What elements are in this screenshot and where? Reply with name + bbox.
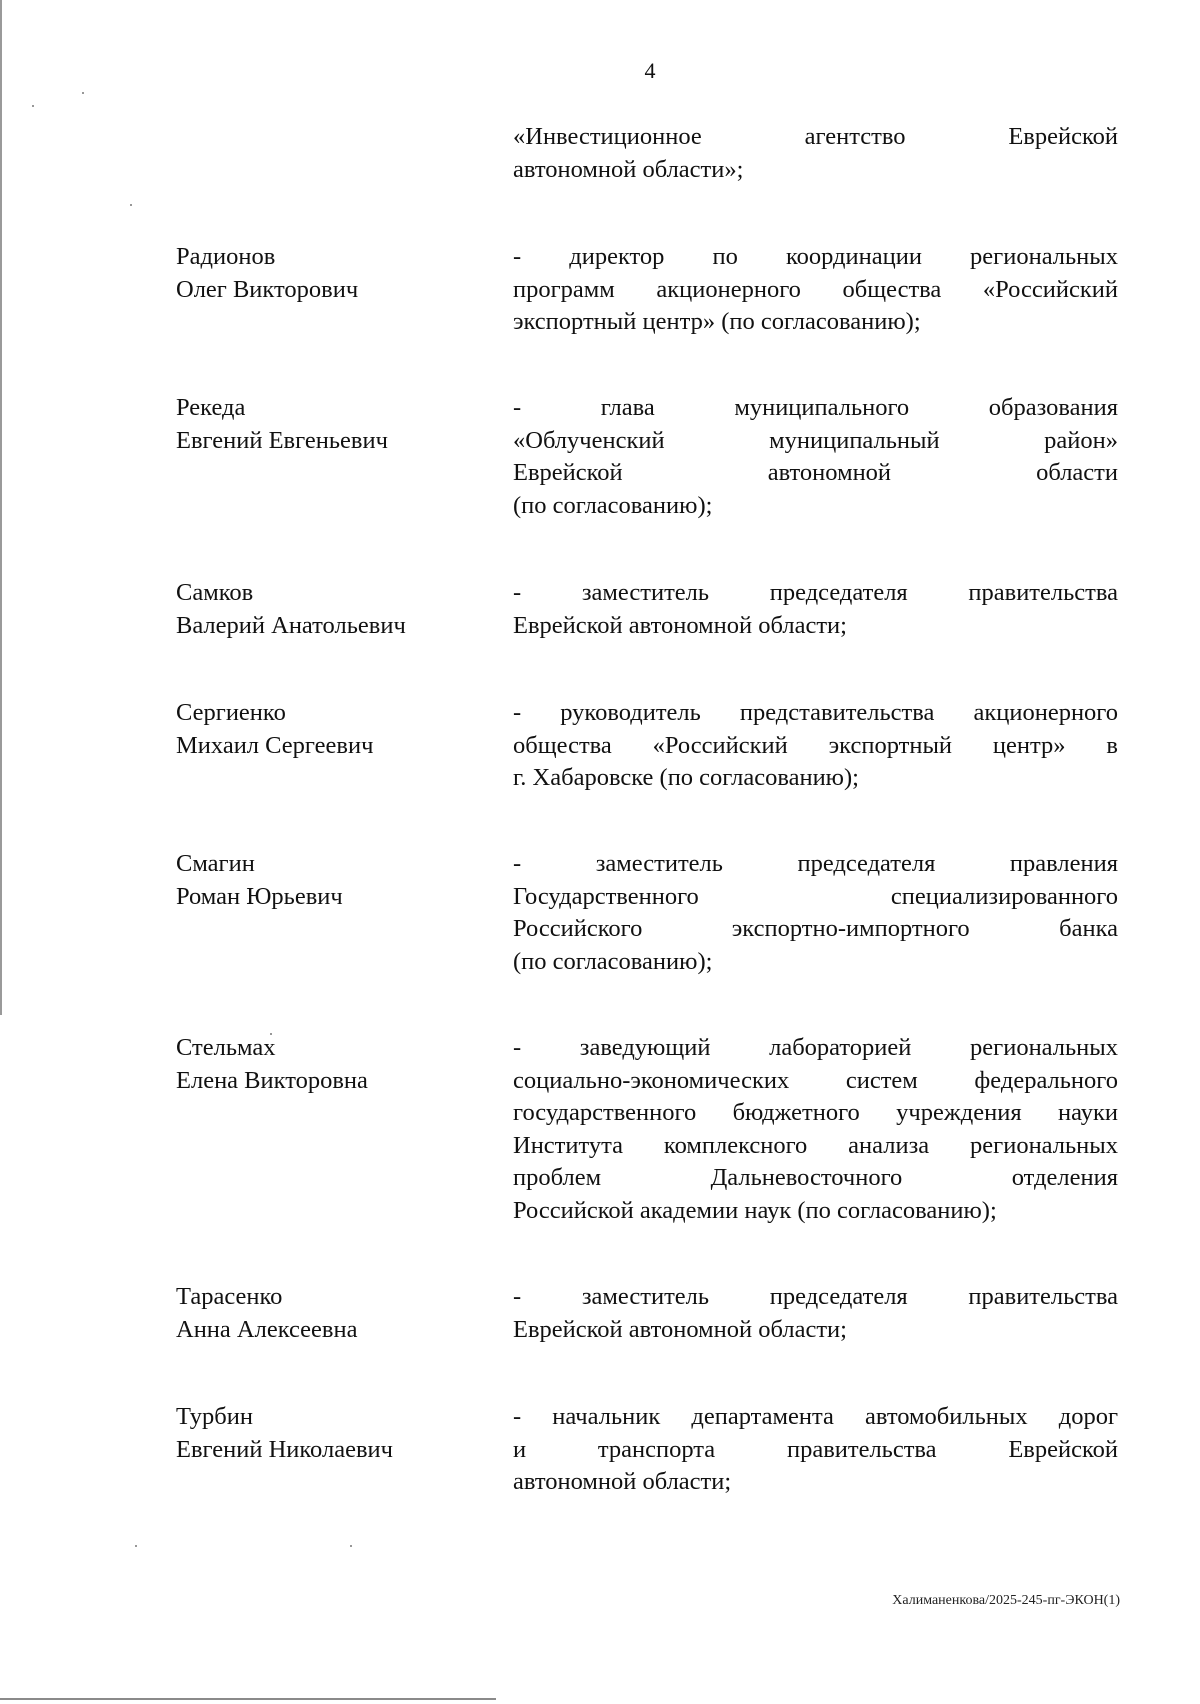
role-line: (по согласованию); bbox=[513, 491, 713, 519]
role-line: - заведующий лабораторией региональных bbox=[513, 1034, 1118, 1061]
member-given-names: Роман Юрьевич bbox=[176, 882, 343, 910]
role-line: Российского экспортно-импортного банка bbox=[513, 915, 1118, 942]
role-line: Института комплексного анализа региональных bbox=[513, 1131, 1118, 1159]
member-given-names: Валерий Анатольевич bbox=[176, 611, 406, 639]
role-line: «Инвестиционное агентство Еврейской bbox=[513, 123, 1118, 150]
scan-speck bbox=[350, 1545, 352, 1547]
scan-page-edge-bottom bbox=[0, 1698, 496, 1700]
role-line: (по согласованию); bbox=[513, 947, 713, 975]
role-line: государственного бюджетного учреждения науки bbox=[513, 1099, 1118, 1126]
role-line: Еврейской автономной области bbox=[513, 459, 1118, 486]
member-given-names: Анна Алексеевна bbox=[176, 1315, 358, 1343]
role-line: и транспорта правительства Еврейской bbox=[513, 1435, 1118, 1463]
member-surname: Радионов bbox=[176, 243, 276, 270]
scan-page-edge-left bbox=[0, 0, 2, 1015]
member-name bbox=[176, 848, 476, 913]
role-line: социально-экономических систем федерального bbox=[513, 1066, 1118, 1094]
member-name bbox=[176, 1281, 476, 1346]
role-line: г. Хабаровске (по согласованию); bbox=[513, 764, 859, 791]
member-role bbox=[513, 1032, 1118, 1227]
member-surname: Смагин bbox=[176, 850, 255, 877]
role-line: автономной области»; bbox=[513, 155, 744, 183]
role-line: Еврейской автономной области; bbox=[513, 611, 847, 639]
member-role bbox=[513, 848, 1118, 978]
member-given-names: Евгений Евгеньевич bbox=[176, 426, 388, 454]
role-line: - заместитель председателя правительства bbox=[513, 1283, 1118, 1310]
role-line: Российской академии наук (по согласованию); bbox=[513, 1196, 997, 1224]
member-role bbox=[513, 697, 1118, 795]
member-name bbox=[176, 1401, 476, 1466]
member-role bbox=[513, 392, 1118, 522]
member-name bbox=[176, 697, 476, 762]
role-line: программ акционерного общества «Российский bbox=[513, 275, 1118, 303]
member-given-names: Михаил Сергеевич bbox=[176, 731, 374, 759]
member-name bbox=[176, 241, 476, 306]
scan-speck bbox=[130, 204, 132, 206]
member-role bbox=[513, 241, 1118, 339]
scan-speck bbox=[135, 1545, 137, 1547]
member-surname: Рекеда bbox=[176, 394, 246, 421]
role-line: экспортный центр» (по согласованию); bbox=[513, 308, 921, 335]
member-name bbox=[176, 392, 476, 457]
role-line: - руководитель представительства акционерного bbox=[513, 699, 1118, 726]
member-surname: Самков bbox=[176, 579, 254, 606]
role-line: Еврейской автономной области; bbox=[513, 1315, 847, 1343]
member-role bbox=[513, 577, 1118, 642]
member-surname: Сергиенко bbox=[176, 699, 286, 726]
member-name bbox=[176, 577, 476, 642]
role-line: - глава муниципального образования bbox=[513, 394, 1118, 421]
scan-speck bbox=[82, 92, 84, 94]
role-line: - директор по координации региональных bbox=[513, 243, 1118, 270]
member-role bbox=[513, 121, 1118, 186]
role-line: общества «Российский экспортный центр» в bbox=[513, 731, 1118, 759]
page-number: 4 bbox=[644, 58, 656, 83]
member-surname: Турбин bbox=[176, 1403, 253, 1430]
role-line: - начальник департамента автомобильных дорог bbox=[513, 1403, 1118, 1430]
member-given-names: Елена Викторовна bbox=[176, 1066, 368, 1094]
member-surname: Тарасенко bbox=[176, 1283, 283, 1310]
member-given-names: Олег Викторович bbox=[176, 275, 359, 303]
role-line: «Облученский муниципальный район» bbox=[513, 426, 1118, 454]
member-surname: Стельмах bbox=[176, 1034, 276, 1061]
member-role bbox=[513, 1281, 1118, 1346]
member-name bbox=[176, 1032, 476, 1097]
member-given-names: Евгений Николаевич bbox=[176, 1435, 393, 1463]
role-line: проблем Дальневосточного отделения bbox=[513, 1164, 1118, 1191]
role-line: - заместитель председателя правления bbox=[513, 850, 1118, 877]
member-role bbox=[513, 1401, 1118, 1499]
document-footer-code: Халиманенкова/2025-245-пг-ЭКОН(1) bbox=[892, 1593, 1120, 1608]
role-line: Государственного специализированного bbox=[513, 882, 1118, 910]
role-line: - заместитель председателя правительства bbox=[513, 579, 1118, 606]
scan-speck bbox=[32, 105, 34, 107]
role-line: автономной области; bbox=[513, 1468, 732, 1495]
